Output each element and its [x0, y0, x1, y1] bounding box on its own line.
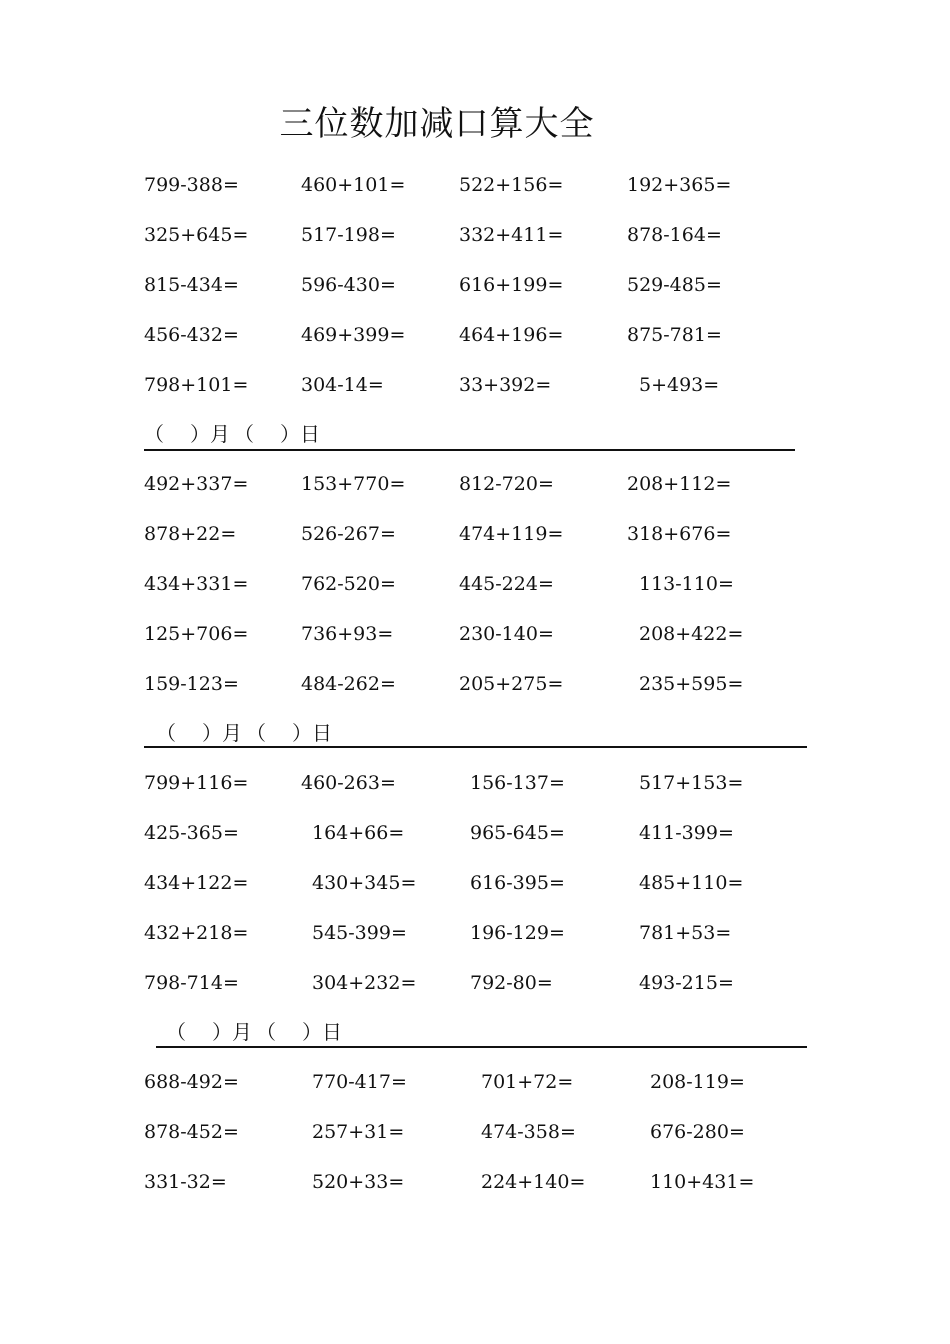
arithmetic-problem: 5+493=: [639, 374, 720, 396]
arithmetic-problem: 878+22=: [144, 523, 237, 545]
arithmetic-problem: 474+119=: [459, 523, 564, 545]
arithmetic-problem: 792-80=: [470, 972, 553, 994]
arithmetic-problem: 596-430=: [301, 274, 396, 296]
paren-close: ）: [190, 422, 210, 446]
arithmetic-problem: 526-267=: [301, 523, 396, 545]
arithmetic-problem: 520+33=: [312, 1171, 405, 1193]
arithmetic-problem: 434+331=: [144, 573, 249, 595]
arithmetic-problem: 701+72=: [481, 1071, 574, 1093]
arithmetic-problem: 208+112=: [627, 473, 732, 495]
arithmetic-problem: 799+116=: [144, 772, 249, 794]
problem-row: [0, 918, 950, 948]
arithmetic-problem: 676-280=: [650, 1121, 745, 1143]
problem-row: [0, 619, 950, 649]
problem-row: [0, 270, 950, 300]
paren-open: （: [166, 1020, 186, 1044]
arithmetic-problem: 235+595=: [639, 673, 744, 695]
arithmetic-problem: 460+101=: [301, 174, 406, 196]
arithmetic-problem: 799-388=: [144, 174, 239, 196]
problem-row: [0, 1117, 950, 1147]
paren-open: （: [156, 721, 176, 745]
paren-close: ）: [302, 1020, 322, 1044]
arithmetic-problem: 474-358=: [481, 1121, 576, 1143]
arithmetic-problem: 257+31=: [312, 1121, 405, 1143]
arithmetic-problem: 205+275=: [459, 673, 564, 695]
arithmetic-problem: 411-399=: [639, 822, 734, 844]
arithmetic-problem: 815-434=: [144, 274, 239, 296]
problem-row: [0, 868, 950, 898]
arithmetic-problem: 434+122=: [144, 872, 249, 894]
arithmetic-problem: 456-432=: [144, 324, 239, 346]
month-label: 月: [210, 422, 230, 446]
section-divider: [156, 1046, 807, 1048]
problem-row: [0, 968, 950, 998]
arithmetic-problem: 798+101=: [144, 374, 249, 396]
date-entry-line: [166, 1017, 342, 1047]
arithmetic-problem: 485+110=: [639, 872, 744, 894]
arithmetic-problem: 318+676=: [627, 523, 732, 545]
problem-row: [0, 818, 950, 848]
arithmetic-problem: 545-399=: [312, 922, 407, 944]
problem-row: [0, 320, 950, 350]
arithmetic-problem: 113-110=: [639, 573, 734, 595]
problem-row: [0, 1067, 950, 1097]
arithmetic-problem: 460-263=: [301, 772, 396, 794]
arithmetic-problem: 445-224=: [459, 573, 554, 595]
arithmetic-problem: 331-32=: [144, 1171, 227, 1193]
problem-row: [0, 569, 950, 599]
arithmetic-problem: 304+232=: [312, 972, 417, 994]
page-title: 三位数加减口算大全: [279, 104, 595, 144]
paren-close: ）: [202, 721, 222, 745]
arithmetic-problem: 812-720=: [459, 473, 554, 495]
arithmetic-problem: 196-129=: [470, 922, 565, 944]
arithmetic-problem: 517-198=: [301, 224, 396, 246]
paren-open: （: [256, 1020, 276, 1044]
problem-row: [0, 768, 950, 798]
arithmetic-problem: 153+770=: [301, 473, 406, 495]
problem-row: [0, 170, 950, 200]
arithmetic-problem: 875-781=: [627, 324, 722, 346]
arithmetic-problem: 878-164=: [627, 224, 722, 246]
arithmetic-problem: 616+199=: [459, 274, 564, 296]
day-label: 日: [312, 721, 332, 745]
arithmetic-problem: 798-714=: [144, 972, 239, 994]
arithmetic-problem: 736+93=: [301, 623, 394, 645]
arithmetic-problem: 164+66=: [312, 822, 405, 844]
problem-row: [0, 469, 950, 499]
arithmetic-problem: 878-452=: [144, 1121, 239, 1143]
arithmetic-problem: 688-492=: [144, 1071, 239, 1093]
arithmetic-problem: 965-645=: [470, 822, 565, 844]
month-label: 月: [222, 721, 242, 745]
paren-close: ）: [212, 1020, 232, 1044]
arithmetic-problem: 224+140=: [481, 1171, 586, 1193]
date-entry-line: [156, 718, 332, 748]
problem-row: [0, 519, 950, 549]
arithmetic-problem: 125+706=: [144, 623, 249, 645]
arithmetic-problem: 208-119=: [650, 1071, 745, 1093]
arithmetic-problem: 430+345=: [312, 872, 417, 894]
arithmetic-problem: 770-417=: [312, 1071, 407, 1093]
date-entry-line: [144, 419, 320, 449]
arithmetic-problem: 469+399=: [301, 324, 406, 346]
arithmetic-problem: 33+392=: [459, 374, 552, 396]
arithmetic-problem: 192+365=: [627, 174, 732, 196]
arithmetic-problem: 492+337=: [144, 473, 249, 495]
arithmetic-problem: 517+153=: [639, 772, 744, 794]
section-divider: [144, 746, 807, 748]
arithmetic-problem: 110+431=: [650, 1171, 755, 1193]
paren-open: （: [234, 422, 254, 446]
problem-row: [0, 1167, 950, 1197]
arithmetic-problem: 208+422=: [639, 623, 744, 645]
arithmetic-problem: 529-485=: [627, 274, 722, 296]
month-label: 月: [232, 1020, 252, 1044]
arithmetic-problem: 230-140=: [459, 623, 554, 645]
arithmetic-problem: 425-365=: [144, 822, 239, 844]
arithmetic-problem: 781+53=: [639, 922, 732, 944]
arithmetic-problem: 762-520=: [301, 573, 396, 595]
paren-close: ）: [280, 422, 300, 446]
paren-open: （: [246, 721, 266, 745]
section-divider: [144, 449, 795, 451]
arithmetic-problem: 522+156=: [459, 174, 564, 196]
paren-open: （: [144, 422, 164, 446]
paren-close: ）: [292, 721, 312, 745]
arithmetic-problem: 464+196=: [459, 324, 564, 346]
day-label: 日: [300, 422, 320, 446]
arithmetic-problem: 484-262=: [301, 673, 396, 695]
arithmetic-problem: 156-137=: [470, 772, 565, 794]
problem-row: [0, 220, 950, 250]
arithmetic-problem: 493-215=: [639, 972, 734, 994]
arithmetic-problem: 332+411=: [459, 224, 564, 246]
arithmetic-problem: 159-123=: [144, 673, 239, 695]
arithmetic-problem: 325+645=: [144, 224, 249, 246]
problem-row: [0, 370, 950, 400]
arithmetic-problem: 304-14=: [301, 374, 384, 396]
arithmetic-problem: 432+218=: [144, 922, 249, 944]
arithmetic-problem: 616-395=: [470, 872, 565, 894]
problem-row: [0, 669, 950, 699]
day-label: 日: [322, 1020, 342, 1044]
